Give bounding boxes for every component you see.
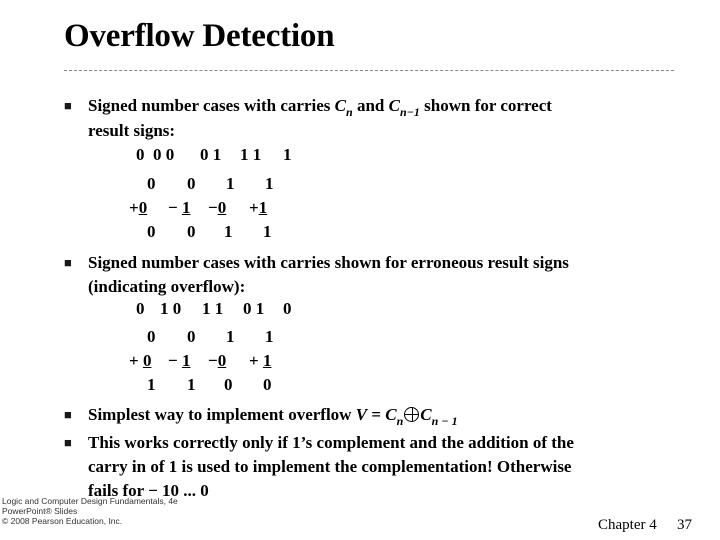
- ex2-a-1: 0: [147, 327, 156, 346]
- bullet-3-text: [88, 403, 688, 428]
- ex1-r-2: 0: [187, 222, 196, 241]
- ex2-carry-1: 0: [136, 299, 145, 318]
- ex1-a-1: 0: [147, 174, 156, 193]
- copyright-footer: [2, 496, 178, 526]
- ex2-b-4: + 1: [249, 351, 272, 370]
- bullet-1-line-2: result signs:: [88, 121, 176, 140]
- bullet-4-line-2: carry in of 1 is used to implement the complementation! Otherwise: [88, 457, 572, 476]
- ex2-b-2: − 1: [168, 351, 191, 370]
- bullet-2-text: [88, 251, 688, 299]
- bullet-2-line-2: (indicating overflow):: [88, 277, 246, 296]
- ex1-r-4: 1: [263, 222, 272, 241]
- carry-c-2: C: [388, 96, 400, 115]
- ex2-r-1: 1: [147, 375, 156, 394]
- ex1-b-3: −0: [208, 198, 227, 217]
- ex2-r-4: 0: [263, 375, 272, 394]
- ex2-carry-2: 1 0: [160, 299, 182, 318]
- bullet-1-part-b: shown for correct: [419, 96, 552, 115]
- ex2-carry-5: 0: [283, 299, 292, 318]
- ex1-b-1: +0: [129, 198, 148, 217]
- bullet-marker: ■: [64, 255, 72, 270]
- bullet-marker: ■: [64, 98, 72, 113]
- bullet-4-line-1: This works correctly only if 1’s complement and the addition of the: [88, 433, 574, 452]
- title-divider: [64, 70, 674, 71]
- carry-c-2: C: [420, 405, 432, 424]
- ex2-b-3: −0: [208, 351, 227, 370]
- carry-n-subscript: n: [396, 414, 404, 428]
- ex1-carry-2: 0 1: [200, 145, 222, 164]
- ex1-a-2: 0: [187, 174, 196, 193]
- bullet-4-text: [88, 431, 688, 503]
- footer-line-2: PowerPoint® Slides: [2, 506, 78, 516]
- ex1-a-4: 1: [265, 174, 274, 193]
- ex1-carry-4: 1: [283, 145, 292, 164]
- bullet-1-part-a: Signed number cases with carries: [88, 96, 335, 115]
- ex2-r-2: 1: [187, 375, 196, 394]
- chapter-label: Chapter 4: [598, 517, 657, 533]
- overflow-v: V: [355, 405, 368, 424]
- carry-n1-subscript: n−1: [399, 105, 420, 119]
- footer-line-3: © 2008 Pearson Education, Inc.: [2, 516, 123, 526]
- ex2-r-3: 0: [224, 375, 233, 394]
- ex2-carry-4: 0 1: [243, 299, 265, 318]
- ex2-a-2: 0: [187, 327, 196, 346]
- page-number: 37: [677, 517, 692, 533]
- ex1-b-4: +1: [249, 198, 268, 217]
- ex1-carry-3: 1 1: [240, 145, 262, 164]
- xor-icon: [404, 407, 419, 422]
- carry-c: C: [385, 405, 397, 424]
- ex1-r-3: 1: [224, 222, 233, 241]
- bullet-3-part-a: Simplest way to implement overflow: [88, 405, 356, 424]
- bullet-marker: ■: [64, 435, 72, 450]
- bullet-1-text: [88, 94, 688, 143]
- footer-line-1: Logic and Computer Design Fundamentals, 4e: [2, 496, 178, 506]
- carry-n-subscript: n: [346, 105, 353, 119]
- carry-c: C: [334, 96, 346, 115]
- bullet-2-line-1: Signed number cases with carries shown for erroneous result signs: [88, 253, 569, 272]
- carry-n1-subscript: n − 1: [431, 414, 458, 428]
- ex2-b-1: + 0: [129, 351, 152, 370]
- ex2-a-3: 1: [226, 327, 235, 346]
- bullet-1-and: and: [352, 96, 389, 115]
- ex1-r-1: 0: [147, 222, 156, 241]
- ex1-b-2: − 1: [168, 198, 191, 217]
- bullet-marker: ■: [64, 407, 72, 422]
- ex2-carry-3: 1 1: [202, 299, 224, 318]
- slide-title: Overflow Detection: [64, 18, 335, 54]
- ex2-a-4: 1: [265, 327, 274, 346]
- equals-sign: =: [367, 405, 386, 424]
- ex1-carry-1: 0 0 0: [136, 145, 175, 164]
- ex1-a-3: 1: [226, 174, 235, 193]
- bullet-4-line-3: fails for − 10 ... 0: [88, 481, 209, 500]
